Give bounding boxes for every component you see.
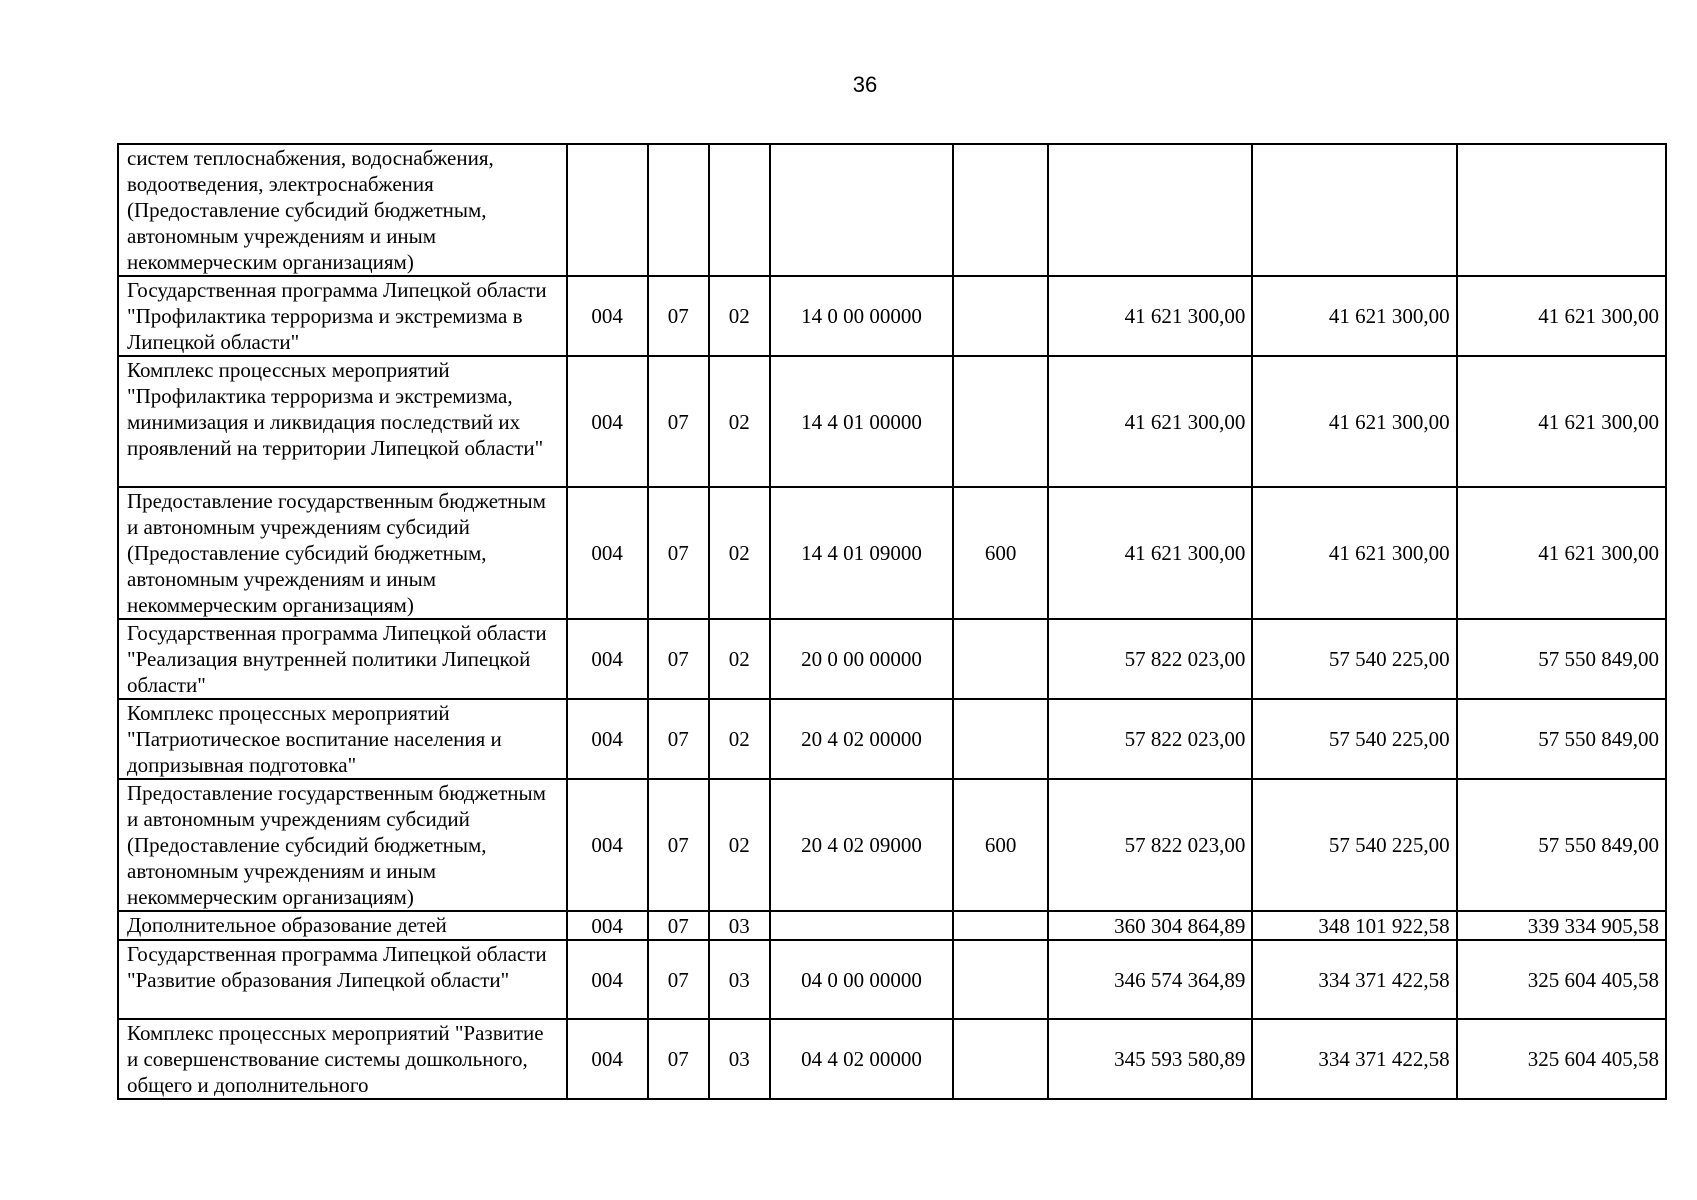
sum-year-1 (1048, 144, 1252, 276)
sum-year-3: 41 621 300,00 (1457, 356, 1666, 487)
table-row (118, 911, 1666, 940)
section-code: 07 (648, 356, 709, 487)
sum-year-2: 41 621 300,00 (1252, 356, 1456, 487)
expense-type-code (953, 699, 1048, 779)
table-row (118, 144, 1666, 276)
row-name: Дополнительное образование детей (118, 911, 567, 940)
row-name: Государственная программа Липецкой области "Профилактика терроризма и экстремизма в Липецкой области" (118, 276, 567, 356)
ministry-code: 004 (567, 356, 648, 487)
subsection-code: 02 (709, 276, 770, 356)
subsection-code: 03 (709, 940, 770, 1019)
section-code: 07 (648, 699, 709, 779)
sum-year-3: 41 621 300,00 (1457, 487, 1666, 619)
subsection-code: 03 (709, 1019, 770, 1099)
ministry-code (567, 144, 648, 276)
section-code: 07 (648, 619, 709, 699)
section-code: 07 (648, 940, 709, 1019)
page-number: 36 (852, 72, 878, 97)
table-row (118, 619, 1666, 699)
sum-year-1: 57 822 023,00 (1048, 779, 1252, 911)
target-code: 20 4 02 00000 (770, 699, 953, 779)
target-code: 14 4 01 00000 (770, 356, 953, 487)
expense-type-code (953, 911, 1048, 940)
expense-type-code (953, 144, 1048, 276)
expense-type-code (953, 619, 1048, 699)
table-row (118, 276, 1666, 356)
ministry-code: 004 (567, 699, 648, 779)
ministry-code: 004 (567, 1019, 648, 1099)
table-row (118, 779, 1666, 911)
target-code: 14 4 01 09000 (770, 487, 953, 619)
subsection-code: 02 (709, 619, 770, 699)
sum-year-1: 360 304 864,89 (1048, 911, 1252, 940)
subsection-code: 03 (709, 911, 770, 940)
row-name: Комплекс процессных мероприятий "Развитие и совершенствование системы дошкольного, общего и дополнительного (118, 1019, 567, 1099)
section-code: 07 (648, 779, 709, 911)
ministry-code: 004 (567, 487, 648, 619)
expense-type-code (953, 276, 1048, 356)
expense-type-code: 600 (953, 779, 1048, 911)
sum-year-1: 57 822 023,00 (1048, 699, 1252, 779)
subsection-code: 02 (709, 699, 770, 779)
sum-year-1: 57 822 023,00 (1048, 619, 1252, 699)
row-name: Комплекс процессных мероприятий "Профилактика терроризма и экстремизма, минимизация и ликвидация последствий их проявлений на территории Липецкой области" (118, 356, 567, 487)
sum-year-3: 325 604 405,58 (1457, 940, 1666, 1019)
sum-year-3: 57 550 849,00 (1457, 699, 1666, 779)
ministry-code: 004 (567, 940, 648, 1019)
target-code (770, 144, 953, 276)
expense-type-code (953, 940, 1048, 1019)
sum-year-2: 41 621 300,00 (1252, 276, 1456, 356)
ministry-code: 004 (567, 911, 648, 940)
sum-year-2: 57 540 225,00 (1252, 619, 1456, 699)
table-row (118, 487, 1666, 619)
target-code: 14 0 00 00000 (770, 276, 953, 356)
subsection-code: 02 (709, 356, 770, 487)
sum-year-1: 41 621 300,00 (1048, 276, 1252, 356)
subsection-code: 02 (709, 487, 770, 619)
row-name: Государственная программа Липецкой области "Реализация внутренней политики Липецкой области" (118, 619, 567, 699)
sum-year-2: 348 101 922,58 (1252, 911, 1456, 940)
table-row (118, 699, 1666, 779)
sum-year-3: 325 604 405,58 (1457, 1019, 1666, 1099)
table-row (118, 1019, 1666, 1099)
section-code (648, 144, 709, 276)
sum-year-3: 41 621 300,00 (1457, 276, 1666, 356)
sum-year-3: 57 550 849,00 (1457, 619, 1666, 699)
section-code: 07 (648, 1019, 709, 1099)
budget-table (117, 143, 1667, 1100)
ministry-code: 004 (567, 779, 648, 911)
sum-year-1: 346 574 364,89 (1048, 940, 1252, 1019)
target-code: 04 0 00 00000 (770, 940, 953, 1019)
sum-year-2: 334 371 422,58 (1252, 1019, 1456, 1099)
expense-type-code (953, 356, 1048, 487)
table-row (118, 940, 1666, 1019)
sum-year-2: 57 540 225,00 (1252, 699, 1456, 779)
section-code: 07 (648, 487, 709, 619)
target-code: 20 0 00 00000 (770, 619, 953, 699)
section-code: 07 (648, 911, 709, 940)
sum-year-1: 345 593 580,89 (1048, 1019, 1252, 1099)
sum-year-2 (1252, 144, 1456, 276)
subsection-code (709, 144, 770, 276)
ministry-code: 004 (567, 276, 648, 356)
expense-type-code: 600 (953, 487, 1048, 619)
sum-year-3 (1457, 144, 1666, 276)
sum-year-2: 334 371 422,58 (1252, 940, 1456, 1019)
section-code: 07 (648, 276, 709, 356)
row-name: Комплекс процессных мероприятий "Патриотическое воспитание населения и допризывная подготовка" (118, 699, 567, 779)
sum-year-3: 339 334 905,58 (1457, 911, 1666, 940)
table-row (118, 356, 1666, 487)
row-name: Государственная программа Липецкой области "Развитие образования Липецкой области" (118, 940, 567, 1019)
sum-year-1: 41 621 300,00 (1048, 487, 1252, 619)
target-code (770, 911, 953, 940)
subsection-code: 02 (709, 779, 770, 911)
expense-type-code (953, 1019, 1048, 1099)
row-name: Предоставление государственным бюджетным и автономным учреждениям субсидий (Предоставление субсидий бюджетным, автономным учреждениям и иным некоммерческим организациям) (118, 487, 567, 619)
sum-year-1: 41 621 300,00 (1048, 356, 1252, 487)
sum-year-2: 41 621 300,00 (1252, 487, 1456, 619)
target-code: 20 4 02 09000 (770, 779, 953, 911)
sum-year-2: 57 540 225,00 (1252, 779, 1456, 911)
row-name: Предоставление государственным бюджетным и автономным учреждениям субсидий (Предоставление субсидий бюджетным, автономным учреждениям и иным некоммерческим организациям) (118, 779, 567, 911)
ministry-code: 004 (567, 619, 648, 699)
target-code: 04 4 02 00000 (770, 1019, 953, 1099)
row-name: систем теплоснабжения, водоснабжения, водоотведения, электроснабжения (Предоставление субсидий бюджетным, автономным учреждениям и иным некоммерческим организациям) (118, 144, 567, 276)
sum-year-3: 57 550 849,00 (1457, 779, 1666, 911)
